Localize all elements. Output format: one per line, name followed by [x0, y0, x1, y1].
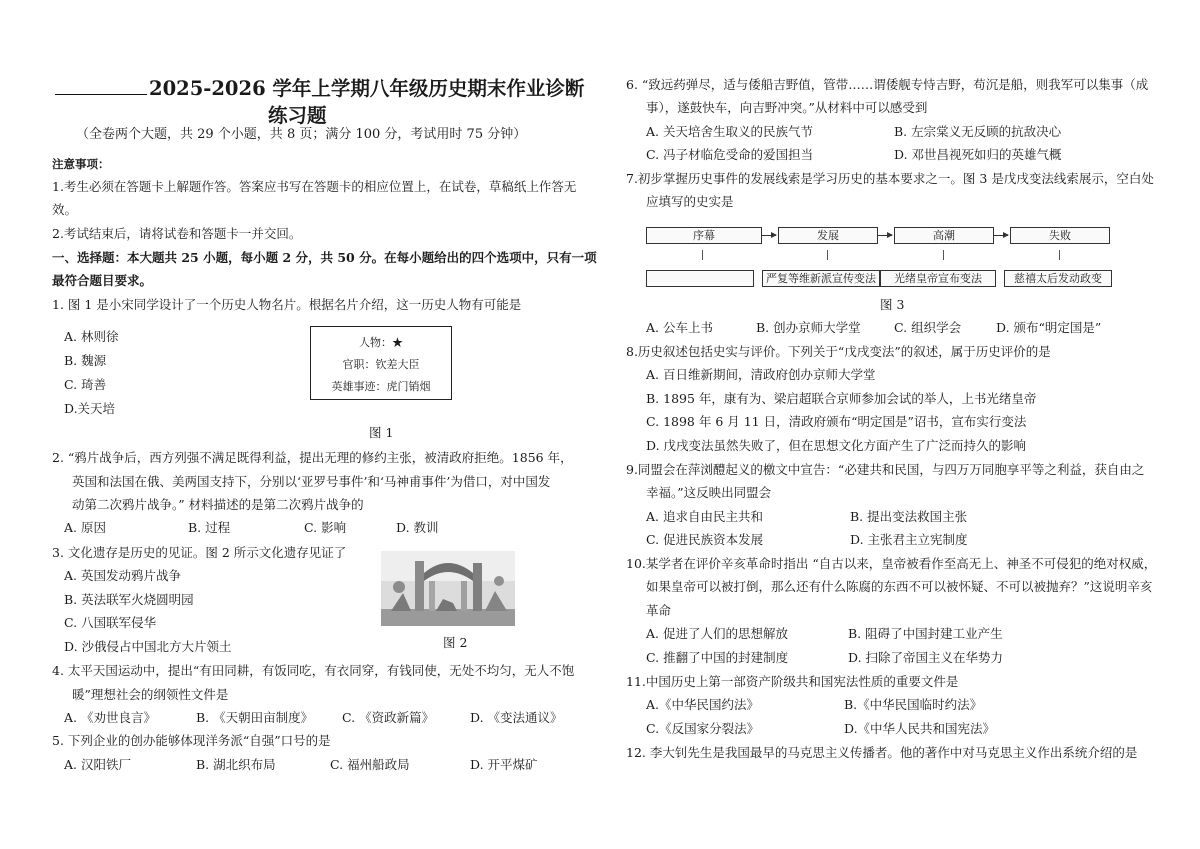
- figure-1-name-card: [310, 326, 452, 400]
- q5-stem: 5. 下列企业的创办能够体现洋务派“自强”口号的是: [52, 733, 331, 748]
- q7-stem-line1: 7.初步掌握历史事件的发展线索是学习历史的基本要求之一。图 3 是戊戌变法线索展示，空白处: [626, 171, 1154, 186]
- card-person: 人物：★: [359, 336, 403, 349]
- q11-option-c[interactable]: C.《反国家分裂法》: [646, 721, 760, 736]
- q7-option-c[interactable]: C. 组织学会: [894, 320, 962, 335]
- q3-option-b[interactable]: B. 英法联军火烧圆明园: [64, 592, 194, 607]
- notice-heading: 注意事项：: [52, 157, 110, 171]
- connector-4: [1059, 250, 1060, 260]
- q1-option-a[interactable]: A. 林则徐: [64, 329, 119, 344]
- q3-option-d[interactable]: D. 沙俄侵占中国北方大片领土: [64, 639, 232, 654]
- exam-subtitle: （全卷两个大题，共 29 个小题，共 8 页；满分 100 分，考试用时 75 分钟）: [76, 127, 527, 142]
- q7-option-b[interactable]: B. 创办京师大学堂: [756, 320, 861, 335]
- ruins-image: [381, 551, 515, 626]
- connector-3: [943, 250, 944, 260]
- connector-2: [827, 250, 828, 260]
- notice-item1: 1.考生必须在答题卡上解题作答。答案应书写在答题卡的相应位置上，在试卷，草稿纸上作答无: [52, 179, 577, 194]
- q4-option-d[interactable]: D. 《变法通议》: [470, 710, 563, 725]
- q1-option-d[interactable]: D.关天培: [64, 401, 116, 416]
- q1-stem: 1. 图 1 是小宋同学设计了一个历史人物名片。根据名片介绍，这一历史人物有可能是: [52, 297, 522, 312]
- arrow-3: [994, 235, 1008, 236]
- q5-option-c[interactable]: C. 福州船政局: [330, 757, 410, 772]
- stage-failure: 失败: [1010, 227, 1110, 244]
- q4-stem-line2: 暖”理想社会的纲领性文件是: [72, 687, 229, 702]
- section1-heading: 一、选择题：本大题共 25 小题，每小题 2 分，共 50 分。在每小题给出的四个选项中，只有一项: [52, 250, 597, 265]
- q4-option-c[interactable]: C. 《资政新篇》: [342, 710, 435, 725]
- q7-option-d[interactable]: D. 颁布“明定国是”: [996, 320, 1102, 335]
- figure-1-caption: 图 1: [369, 425, 394, 440]
- connector-1: [702, 250, 703, 260]
- q10-stem-line2: 如果皇帝可以被打倒，那么还有什么陈腐的东西不可以被怀疑、不可以被抛弃？”这说明辛亥: [646, 579, 1153, 594]
- arrow-2: [878, 235, 892, 236]
- arrow-1: [762, 235, 776, 236]
- q3-stem: 3. 文化遗存是历史的见证。图 2 所示文化遗存见证了: [52, 545, 347, 560]
- figure-3-caption: 图 3: [880, 297, 905, 312]
- q10-option-c[interactable]: C. 推翻了中国的封建制度: [646, 650, 789, 665]
- q2-stem-line3: 动第二次鸦片战争。” 材料描述的是第二次鸦片战争的: [72, 497, 364, 512]
- q5-option-b[interactable]: B. 湖北织布局: [196, 757, 276, 772]
- event-guangxu: 光绪皇帝宣布变法: [880, 270, 996, 287]
- notice-item2: 2.考试结束后，请将试卷和答题卡一并交回。: [52, 226, 302, 241]
- q3-option-a[interactable]: A. 英国发动鸦片战争: [64, 568, 181, 583]
- q10-option-a[interactable]: A. 促进了人们的思想解放: [646, 626, 788, 641]
- q1-option-c[interactable]: C. 琦善: [64, 377, 107, 392]
- q6-option-b[interactable]: B. 左宗棠义无反顾的抗敌决心: [894, 124, 1062, 139]
- q2-option-b[interactable]: B. 过程: [188, 520, 231, 535]
- q11-option-b[interactable]: B.《中华民国临时约法》: [844, 697, 983, 712]
- exam-title-line2: 练习题: [268, 104, 327, 127]
- q6-stem-line2: 事），遂鼓快车，向吉野冲突。”从材料中可以感受到: [646, 100, 928, 115]
- event-blank-box[interactable]: [646, 270, 754, 287]
- q8-option-c[interactable]: C. 1898 年 6 月 11 日，清政府颁布“明定国是”诏书，宣布实行变法: [646, 414, 1027, 429]
- event-cixi: 慈禧太后发动政变: [1004, 270, 1112, 287]
- q5-option-d[interactable]: D. 开平煤矿: [470, 757, 538, 772]
- event-yanfu: 严复等维新派宣传变法: [762, 270, 880, 287]
- stage-development: 发展: [778, 227, 878, 244]
- q9-option-d[interactable]: D. 主张君主立宪制度: [850, 532, 968, 547]
- card-deed: 英雄事迹：虎门销烟: [331, 380, 431, 393]
- q7-option-a[interactable]: A. 公车上书: [646, 320, 713, 335]
- q11-option-a[interactable]: A.《中华民国约法》: [646, 697, 760, 712]
- stage-prelude: 序幕: [646, 227, 762, 244]
- exam-title-line1: 2025-2026 学年上学期八年级历史期末作业诊断: [55, 76, 584, 102]
- section1-heading-cont: 最符合题目要求。: [52, 273, 153, 288]
- q8-option-d[interactable]: D. 戊戌变法虽然失败了，但在思想文化方面产生了广泛而持久的影响: [646, 438, 1027, 453]
- q11-option-d[interactable]: D.《中华人民共和国宪法》: [844, 721, 996, 736]
- q12-stem: 12. 李大钊先生是我国最早的马克思主义传播者。他的著作中对马克思主义作出系统介绍的是: [626, 745, 1138, 760]
- q3-option-c[interactable]: C. 八国联军侵华: [64, 615, 157, 630]
- q8-stem: 8.历史叙述包括史实与评价。下列关于“戊戌变法”的叙述，属于历史评价的是: [626, 344, 1051, 359]
- q2-option-c[interactable]: C. 影响: [304, 520, 347, 535]
- q1-option-b[interactable]: B. 魏源: [64, 353, 107, 368]
- notice-item1-cont: 效。: [52, 202, 78, 217]
- q9-option-c[interactable]: C. 促进民族资本发展: [646, 532, 764, 547]
- q4-stem-line1: 4. 太平天国运动中，提出“有田同耕，有饭同吃，有衣同穿，有钱同使，无处不均匀，无人不饱: [52, 663, 575, 678]
- q9-stem-line1: 9.同盟会在萍浏醴起义的檄文中宣告：“必建共和民国，与四万万同胞享平等之利益，获自由之: [626, 462, 1145, 477]
- q2-option-d[interactable]: D. 教训: [396, 520, 439, 535]
- figure-2-ruins-photo: [381, 551, 515, 626]
- q9-option-a[interactable]: A. 追求自由民主共和: [646, 509, 763, 524]
- q6-option-a[interactable]: A. 关天培舍生取义的民族气节: [646, 124, 813, 139]
- q8-option-a[interactable]: A. 百日维新期间，清政府创办京师大学堂: [646, 367, 876, 382]
- q9-stem-line2: 幸福。”这反映出同盟会: [646, 485, 772, 500]
- q11-stem: 11.中国历史上第一部资产阶级共和国宪法性质的重要文件是: [626, 674, 959, 689]
- q4-option-a[interactable]: A. 《劝世良言》: [64, 710, 156, 725]
- q6-option-c[interactable]: C. 冯子材临危受命的爱国担当: [646, 147, 814, 162]
- q2-option-a[interactable]: A. 原因: [64, 520, 106, 535]
- card-title: 官职：钦差大臣: [342, 358, 420, 371]
- q2-stem-line2: 英国和法国在俄、美两国支持下，分别以‘亚罗号事件’和‘马神甫事件’为借口，对中国发: [72, 474, 551, 489]
- school-name-blank[interactable]: [55, 76, 147, 95]
- q2-stem-line1: 2. “鸦片战争后，西方列强不满足既得利益，提出无理的修约主张，被清政府拒绝。1856 年，: [52, 450, 573, 465]
- q10-option-b[interactable]: B. 阻碍了中国封建工业产生: [848, 626, 1003, 641]
- q6-stem-line1: 6. “致远药弹尽，适与倭船吉野值，管带……谓倭舰专恃吉野，苟沉是船，则我军可以集事（成: [626, 77, 1149, 92]
- stage-climax: 高潮: [894, 227, 994, 244]
- q7-stem-line2: 应填写的史实是: [646, 194, 734, 209]
- q10-stem-line1: 10.某学者在评价辛亥革命时指出 “自古以来，皇帝被看作至高无上、神圣不可侵犯的绝对权威，: [626, 556, 1157, 571]
- q9-option-b[interactable]: B. 提出变法救国主张: [850, 509, 968, 524]
- figure-2-caption: 图 2: [443, 635, 468, 650]
- q8-option-b[interactable]: B. 1895 年，康有为、梁启超联合京师参加会试的举人，上书光绪皇帝: [646, 391, 1037, 406]
- q4-option-b[interactable]: B. 《天朝田亩制度》: [196, 710, 314, 725]
- q10-option-d[interactable]: D. 扫除了帝国主义在华势力: [848, 650, 1004, 665]
- q10-stem-line3: 革命: [646, 603, 672, 618]
- q6-option-d[interactable]: D. 邓世昌视死如归的英雄气概: [894, 147, 1062, 162]
- q5-option-a[interactable]: A. 汉阳铁厂: [64, 757, 131, 772]
